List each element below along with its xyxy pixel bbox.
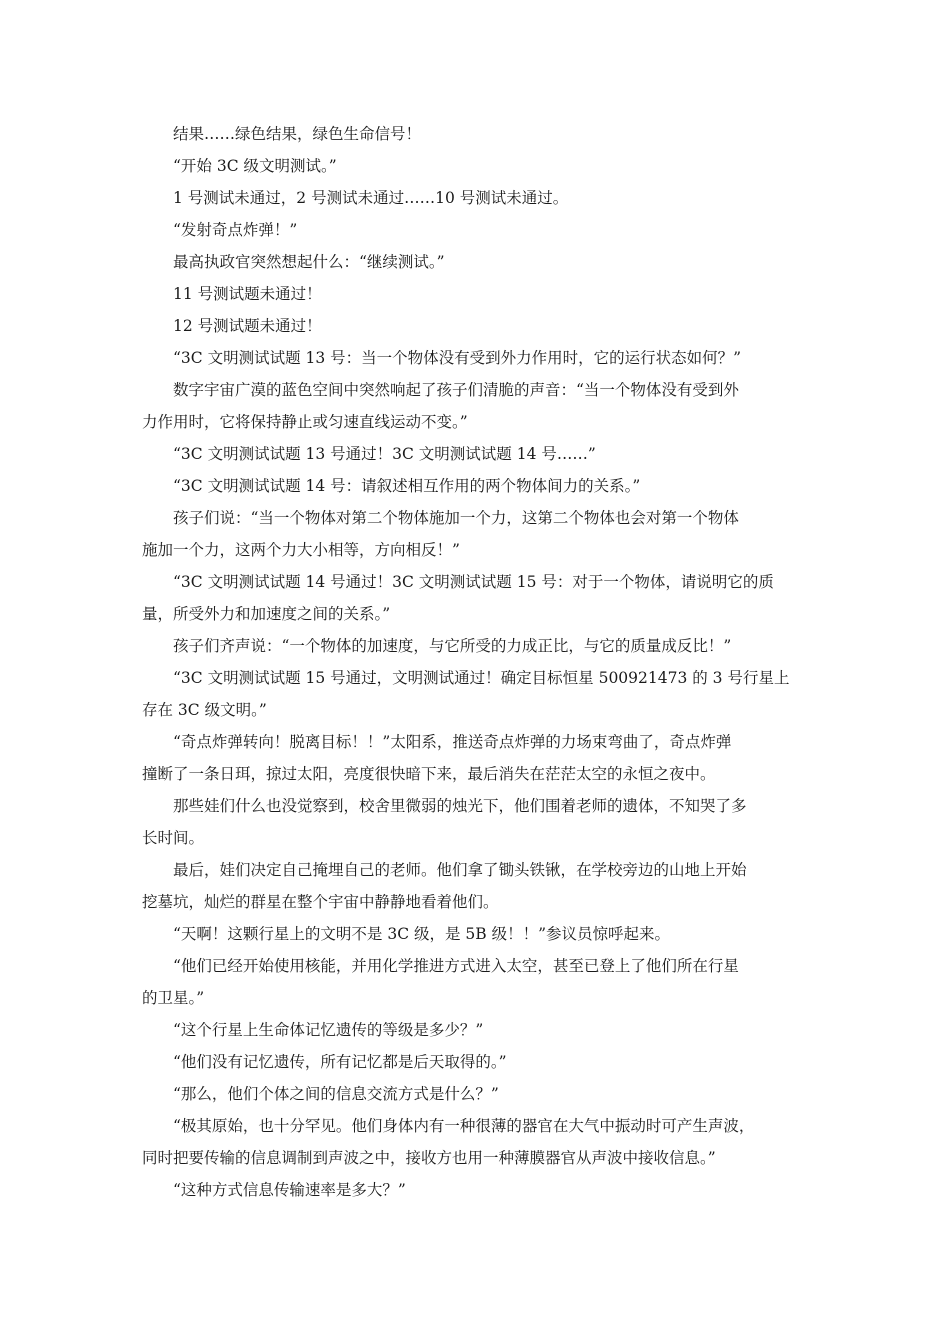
paragraph: “那么，他们个体之间的信息交流方式是什么？” bbox=[173, 1085, 499, 1103]
document-body bbox=[142, 118, 814, 1206]
paragraph: “他们没有记忆遗传，所有记忆都是后天取得的。” bbox=[173, 1053, 507, 1071]
paragraph: “天啊！这颗行星上的文明不是 3C 级，是 5B 级！！”参议员惊呼起来。 bbox=[173, 925, 671, 943]
paragraph: “3C 文明测试试题 13 号通过！3C 文明测试试题 14 号……” bbox=[173, 445, 596, 463]
paragraph: 最高执政官突然想起什么：“继续测试。” bbox=[173, 253, 445, 271]
paragraph: “奇点炸弹转向！脱离目标！！”太阳系，推送奇点炸弹的力场束弯曲了，奇点炸弹 撞断了一条日珥，掠过太阳，亮度很快暗下来，最后消失在茫茫太空的永恒之夜中。 bbox=[142, 733, 732, 783]
paragraph: “开始 3C 级文明测试。” bbox=[173, 157, 337, 175]
paragraph: 结果……绿色结果，绿色生命信号！ bbox=[173, 125, 422, 143]
paragraph: 12 号测试题未通过！ bbox=[173, 317, 322, 335]
paragraph: 1 号测试未通过，2 号测试未通过……10 号测试未通过。 bbox=[173, 189, 569, 207]
paragraph: “3C 文明测试试题 14 号：请叙述相互作用的两个物体间力的关系。” bbox=[173, 477, 641, 495]
paragraph: “3C 文明测试试题 14 号通过！3C 文明测试试题 15 号：对于一个物体，请说明它的质 量，所受外力和加速度之间的关系。” bbox=[142, 573, 774, 623]
paragraph: 数字宇宙广漠的蓝色空间中突然响起了孩子们清脆的声音：“当一个物体没有受到外 力作用时，它将保持静止或匀速直线运动不变。” bbox=[142, 381, 739, 431]
paragraph: “这种方式信息传输速率是多大？” bbox=[173, 1181, 406, 1199]
paragraph: “极其原始，也十分罕见。他们身体内有一种很薄的器官在大气中振动时可产生声波， 同时把要传输的信息调制到声波之中，接收方也用一种薄膜器官从声波中接收信息。” bbox=[142, 1117, 755, 1167]
paragraph: 孩子们齐声说：“一个物体的加速度，与它所受的力成正比，与它的质量成反比！” bbox=[173, 637, 732, 655]
paragraph: “发射奇点炸弹！” bbox=[173, 221, 298, 239]
paragraph: 那些娃们什么也没觉察到，校舍里微弱的烛光下，他们围着老师的遗体，不知哭了多 长时间。 bbox=[142, 797, 747, 847]
paragraph: 孩子们说：“当一个物体对第二个物体施加一个力，这第二个物体也会对第一个物体 施加一个力，这两个力大小相等，方向相反！” bbox=[142, 509, 739, 559]
paragraph: “3C 文明测试试题 15 号通过，文明测试通过！确定目标恒星 500921473 的 3 号行星上 存在 3C 级文明。” bbox=[142, 669, 790, 719]
paragraph: “3C 文明测试试题 13 号：当一个物体没有受到外力作用时，它的运行状态如何？” bbox=[173, 349, 742, 367]
paragraph: “他们已经开始使用核能，并用化学推进方式进入太空，甚至已登上了他们所在行星 的卫星。” bbox=[142, 957, 739, 1007]
paragraph: “这个行星上生命体记忆遗传的等级是多少？” bbox=[173, 1021, 484, 1039]
paragraph: 最后，娃们决定自己掩埋自己的老师。他们拿了锄头铁锹，在学校旁边的山地上开始 挖墓坑，灿烂的群星在整个宇宙中静静地看着他们。 bbox=[142, 861, 747, 911]
paragraph: 11 号测试题未通过！ bbox=[173, 285, 322, 303]
